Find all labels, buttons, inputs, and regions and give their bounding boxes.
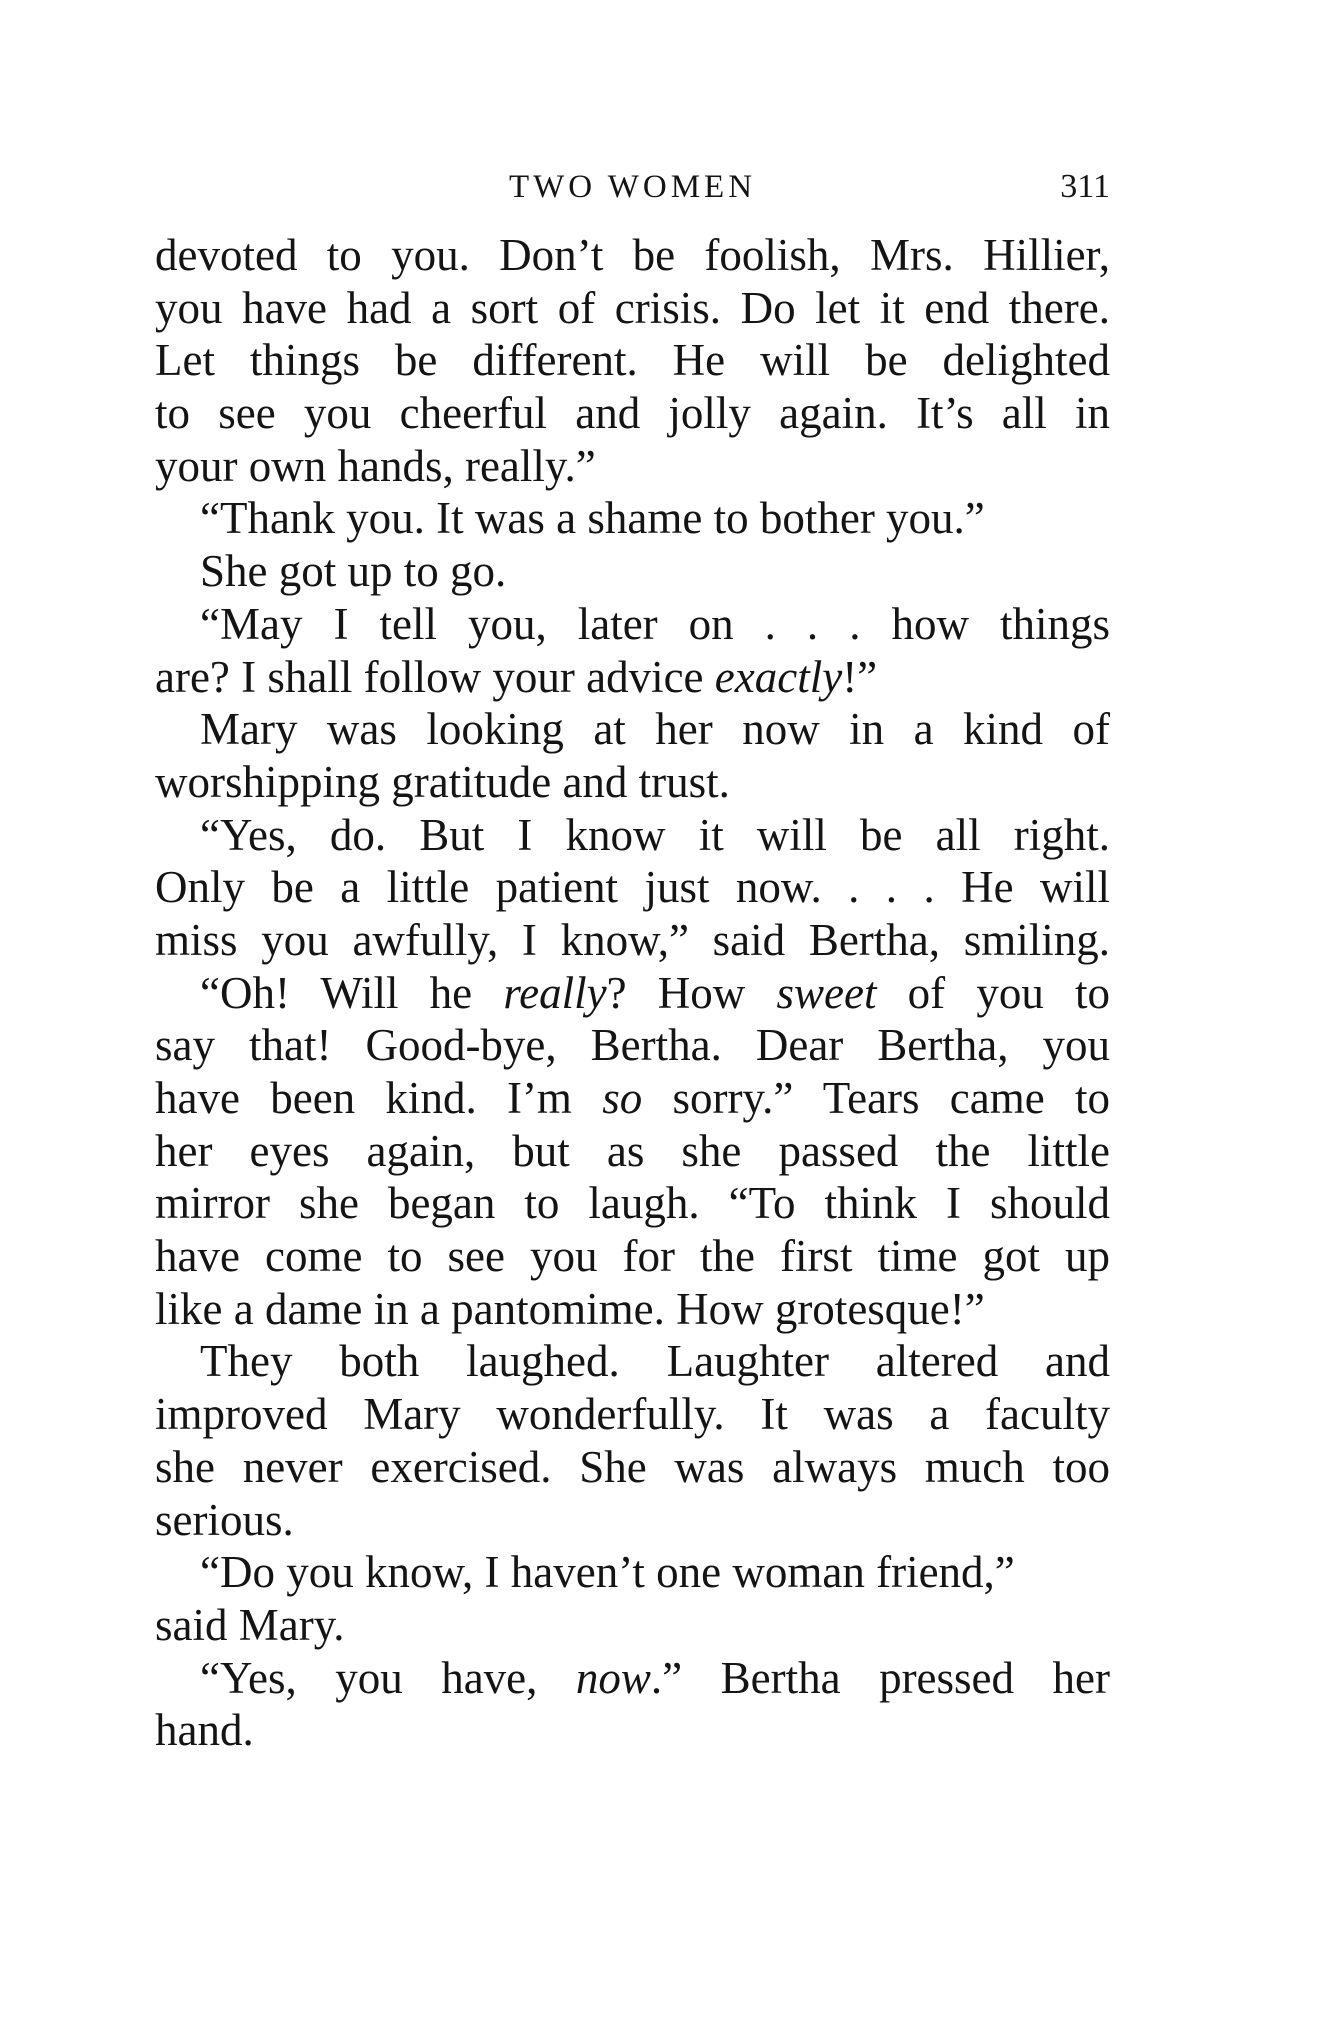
text-line: “Thank you. It was a shame to bother you.”: [200, 493, 985, 544]
text-run: have been kind. I’m: [155, 1073, 603, 1123]
text-line: said Mary.: [155, 1599, 345, 1650]
emphasis: sweet: [776, 967, 877, 1018]
text-line: [155, 651, 1110, 704]
text-line: miss you awfully, I know,” said Bertha, smiling.: [155, 914, 1110, 965]
emphasis: so: [602, 1073, 643, 1123]
text-run: sorry.” Tears came to: [642, 1073, 1111, 1123]
text-line: They both laughed. Laughter altered and: [200, 1336, 1110, 1387]
text-line: She got up to go.: [200, 546, 507, 597]
text-line: Only be a little patient just now. . . . He will: [155, 862, 1110, 913]
text-run: ? How: [606, 967, 777, 1018]
text-line: hand.: [155, 1705, 254, 1756]
text-line: say that! Good-bye, Bertha. Dear Bertha, you: [155, 1020, 1110, 1071]
text-line: Mary was looking at her now in a kind of: [200, 704, 1110, 755]
text-line: mirror she began to laugh. “To think I should: [155, 1178, 1110, 1229]
text-line: [155, 1072, 1110, 1125]
running-title: TWO WOMEN: [508, 169, 757, 205]
running-head: [155, 162, 1110, 212]
text-line: [155, 967, 1110, 1020]
text-line: she never exercised. She was always much too: [155, 1441, 1110, 1492]
text-line: devoted to you. Don’t be foolish, Mrs. Hillier,: [155, 230, 1110, 280]
text-line: you have had a sort of crisis. Do let it end there.: [155, 282, 1110, 333]
text-run: “Yes, you have,: [200, 1652, 576, 1703]
text-run: .” Bertha pressed her: [650, 1652, 1110, 1703]
text-line: have come to see you for the first time got up: [155, 1231, 1110, 1282]
text-line: worshipping gratitude and trust.: [155, 756, 730, 807]
body-text: [155, 229, 1110, 1757]
text-line: serious.: [155, 1494, 294, 1545]
text-run: of you to: [876, 967, 1111, 1018]
emphasis: now: [575, 1652, 651, 1703]
text-line: like a dame in a pantomime. How grotesque!”: [155, 1283, 985, 1334]
text-line: “Yes, do. But I know it will be all right.: [200, 809, 1110, 860]
text-run: !”: [842, 651, 878, 702]
page-number: 311: [1060, 168, 1110, 205]
text-line: improved Mary wonderfully. It was a faculty: [155, 1389, 1110, 1440]
emphasis: really: [503, 967, 607, 1018]
text-line: your own hands, really.”: [155, 440, 596, 491]
text-run: are? I shall follow your advice: [155, 651, 715, 702]
text-line: “May I tell you, later on . . . how things: [200, 598, 1110, 649]
text-line: Let things be different. He will be delighted: [155, 335, 1110, 386]
text-run: “Oh! Will he: [200, 967, 504, 1018]
text-line: “Do you know, I haven’t one woman friend,”: [200, 1547, 1015, 1598]
text-line: to see you cheerful and jolly again. It’s all in: [155, 388, 1110, 439]
text-line: [155, 1652, 1110, 1705]
emphasis: exactly: [714, 651, 843, 702]
text-line: her eyes again, but as she passed the little: [155, 1125, 1110, 1176]
